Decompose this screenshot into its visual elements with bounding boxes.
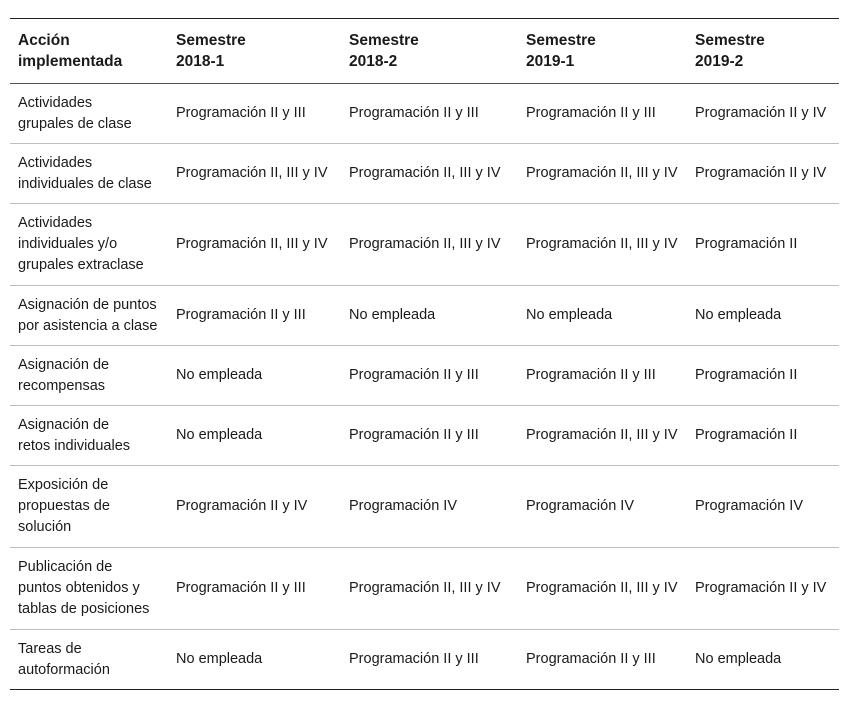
action-line: Asignación de (18, 416, 110, 433)
header-line: 2019-2 (695, 53, 744, 70)
action-line: tablas de posiciones (18, 601, 150, 617)
cell-2019-2: Programación II y IV (687, 548, 839, 630)
table-row (10, 144, 839, 204)
action-line: retos individuales (18, 437, 131, 454)
cell-2019-2: Programación II (687, 204, 839, 286)
action-line: propuestas de (18, 498, 110, 514)
cell-2018-2: Programación II y III (341, 630, 518, 690)
header-line: Semestre (695, 32, 765, 49)
actions-table (10, 18, 839, 690)
action-cell (10, 204, 168, 286)
cell-2018-2: Programación IV (341, 466, 518, 548)
header-line: 2018-1 (176, 53, 225, 70)
header-line: Acción (18, 32, 70, 49)
action-line: Asignación de (18, 356, 110, 373)
cell-2018-1: No empleada (168, 630, 341, 690)
cell-2019-1: Programación II, III y IV (518, 204, 687, 286)
cell-2019-1: Programación II, III y IV (518, 548, 687, 630)
header-semester-2018-2 (341, 19, 518, 84)
cell-2018-1: Programación II, III y IV (168, 144, 341, 204)
cell-2019-1: Programación II, III y IV (518, 406, 687, 466)
header-semester-2018-1 (168, 19, 341, 84)
cell-2018-1: No empleada (168, 346, 341, 406)
cell-2018-1: No empleada (168, 406, 341, 466)
cell-2018-1: Programación II y IV (168, 466, 341, 548)
action-line: Asignación de puntos (18, 296, 157, 313)
action-cell (10, 144, 168, 204)
header-line: 2018-2 (349, 53, 398, 70)
cell-2019-1: Programación II y III (518, 346, 687, 406)
header-line: implementada (18, 53, 123, 70)
header-line: Semestre (176, 32, 246, 49)
action-cell (10, 286, 168, 346)
cell-2019-2: Programación II y IV (687, 84, 839, 144)
table-row (10, 204, 839, 286)
table-header (10, 19, 839, 84)
action-line: solución (18, 519, 72, 535)
cell-2019-1: No empleada (518, 286, 687, 346)
table-row (10, 84, 839, 144)
table-body (10, 84, 839, 690)
action-cell (10, 548, 168, 630)
cell-2018-2: Programación II y III (341, 346, 518, 406)
cell-2019-1: Programación II, III y IV (518, 144, 687, 204)
cell-2019-2: Programación II y IV (687, 144, 839, 204)
action-line: individuales de clase (18, 175, 152, 192)
cell-2018-1: Programación II y III (168, 286, 341, 346)
header-action (10, 19, 168, 84)
cell-2018-2: Programación II, III y IV (341, 548, 518, 630)
header-line: Semestre (349, 32, 419, 49)
action-line: Publicación de (18, 559, 113, 575)
action-cell (10, 346, 168, 406)
cell-2019-2: No empleada (687, 286, 839, 346)
table-row (10, 346, 839, 406)
cell-2018-1: Programación II, III y IV (168, 204, 341, 286)
action-line: grupales extraclase (18, 257, 144, 273)
action-line: grupales de clase (18, 115, 132, 132)
action-line: Actividades (18, 154, 93, 171)
header-line: Semestre (526, 32, 596, 49)
cell-2019-1: Programación II y III (518, 84, 687, 144)
cell-2018-2: Programación II y III (341, 84, 518, 144)
header-line: 2019-1 (526, 53, 575, 70)
action-cell (10, 84, 168, 144)
cell-2018-2: Programación II, III y IV (341, 144, 518, 204)
cell-2018-1: Programación II y III (168, 84, 341, 144)
cell-2019-1: Programación II y III (518, 630, 687, 690)
action-line: por asistencia a clase (18, 317, 158, 334)
cell-2018-2: Programación II y III (341, 406, 518, 466)
table-row (10, 286, 839, 346)
table-row (10, 466, 839, 548)
cell-2019-2: Programación II (687, 346, 839, 406)
cell-2018-2: Programación II, III y IV (341, 204, 518, 286)
action-cell (10, 406, 168, 466)
action-line: puntos obtenidos y (18, 580, 140, 596)
cell-2019-2: Programación II (687, 406, 839, 466)
table-row (10, 406, 839, 466)
header-semester-2019-2 (687, 19, 839, 84)
action-line: recompensas (18, 377, 106, 394)
action-line: Tareas de (18, 640, 82, 657)
cell-2019-2: No empleada (687, 630, 839, 690)
cell-2018-1: Programación II y III (168, 548, 341, 630)
header-semester-2019-1 (518, 19, 687, 84)
header-row (10, 19, 839, 84)
action-cell (10, 466, 168, 548)
action-cell (10, 630, 168, 690)
cell-2018-2: No empleada (341, 286, 518, 346)
action-line: Actividades (18, 215, 93, 231)
cell-2019-1: Programación IV (518, 466, 687, 548)
cell-2019-2: Programación IV (687, 466, 839, 548)
table-row (10, 630, 839, 690)
table-row (10, 548, 839, 630)
action-line: Actividades (18, 94, 93, 111)
action-line: autoformación (18, 661, 110, 678)
action-line: individuales y/o (18, 236, 118, 252)
action-line: Exposición de (18, 477, 109, 493)
